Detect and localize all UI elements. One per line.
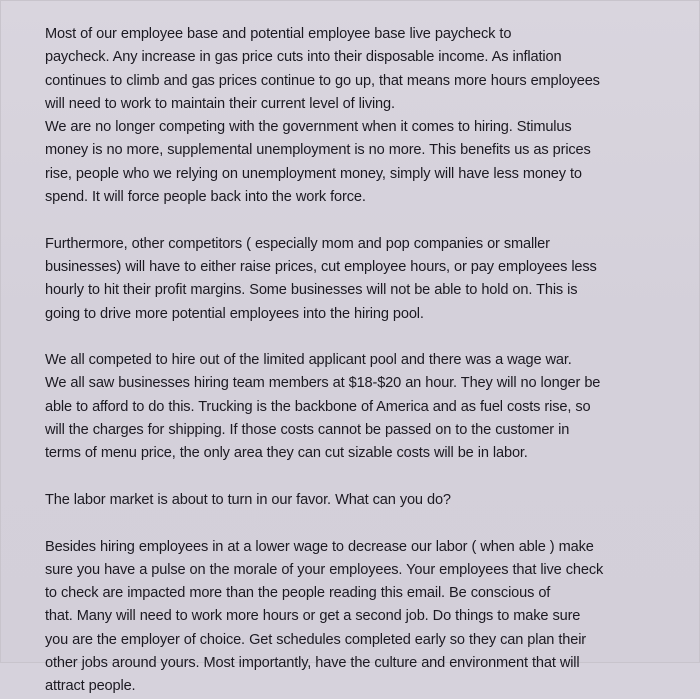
text-line: attract people. <box>45 678 136 695</box>
text-line: terms of menu price, the only area they can cut sizable costs will be in labor. <box>45 445 528 462</box>
paragraph-gas-prices-stimulus <box>45 23 685 209</box>
text-line: Most of our employee base and potential employee base live paycheck to <box>45 26 512 42</box>
text-line: will the charges for shipping. If those costs cannot be passed on to the customer in <box>45 422 570 439</box>
text-line: hourly to hit their profit margins. Some businesses will not be able to hold on. This is <box>45 282 578 299</box>
paragraph-wage-war <box>45 349 685 465</box>
paragraph-recommendations <box>45 536 685 699</box>
text-line: other jobs around yours. Most importantly, have the culture and environment that will <box>45 655 580 672</box>
text-line: spend. It will force people back into the work force. <box>45 189 366 206</box>
text-line: We all saw businesses hiring team members at $18-$20 an hour. They will no longer be <box>45 375 601 392</box>
text-line: rise, people who we relying on unemployment money, simply will have less money to <box>45 165 582 182</box>
paragraph-spacer <box>45 512 685 535</box>
text-line: businesses) will have to either raise prices, cut employee hours, or pay employees less <box>45 258 597 275</box>
text-line: you are the employer of choice. Get schedules completed early so they can plan their <box>45 631 587 648</box>
paragraph-labor-market <box>45 489 685 512</box>
text-line: paycheck. Any increase in gas price cuts into their disposable income. As inflation <box>45 49 562 66</box>
text-line: money is no more, supplemental unemployment is no more. This benefits us as prices <box>45 142 591 159</box>
text-line: We are no longer competing with the government when it comes to hiring. Stimulus <box>45 119 572 136</box>
text-line: will need to work to maintain their current level of living. <box>45 95 395 112</box>
document-body <box>45 23 685 699</box>
text-line: able to afford to do this. Trucking is the backbone of America and as fuel costs rise, so <box>45 398 591 415</box>
text-line: that. Many will need to work more hours or get a second job. Do things to make sure <box>45 608 581 625</box>
text-line: Besides hiring employees in at a lower wage to decrease our labor ( when able ) make <box>45 538 594 555</box>
text-line: We all competed to hire out of the limited applicant pool and there was a wage war. <box>45 352 572 369</box>
text-line: to check are impacted more than the people reading this email. Be conscious of <box>45 585 551 602</box>
text-line: Furthermore, other competitors ( especially mom and pop companies or smaller <box>45 235 550 252</box>
paragraph-spacer <box>45 466 685 489</box>
paragraph-spacer <box>45 326 685 349</box>
text-line: continues to climb and gas prices continue to go up, that means more hours employees <box>45 72 600 89</box>
text-line: going to drive more potential employees into the hiring pool. <box>45 305 424 322</box>
text-line: The labor market is about to turn in our favor. What can you do? <box>45 491 451 508</box>
text-line: sure you have a pulse on the morale of your employees. Your employees that live check <box>45 561 604 578</box>
paragraph-spacer <box>45 209 685 232</box>
paragraph-competitors <box>45 233 685 326</box>
